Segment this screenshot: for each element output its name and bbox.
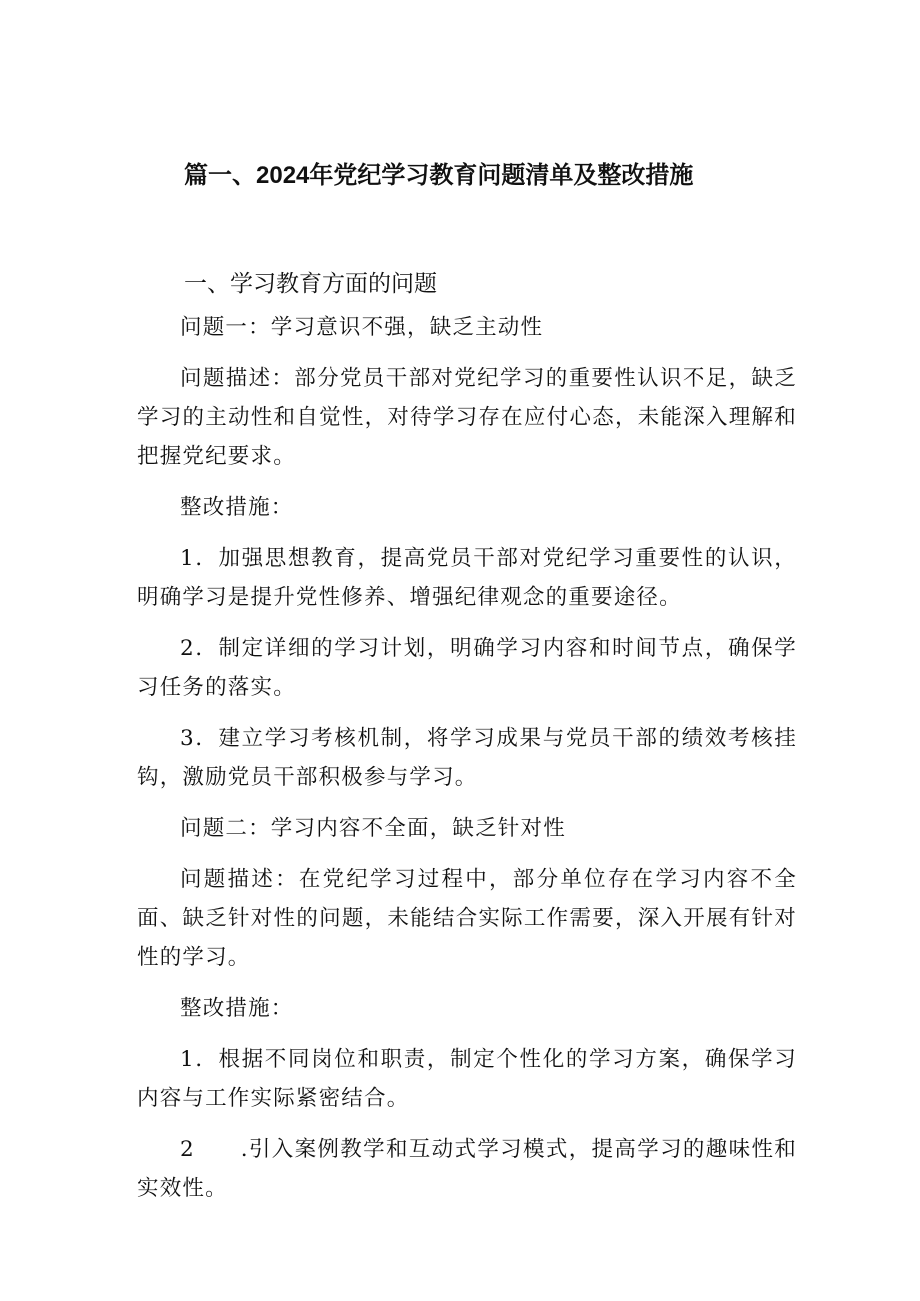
problem-one-description: 问题描述：部分党员干部对党纪学习的重要性认识不足，缺乏学习的主动性和自觉性，对待学习存在应付心态，未能深入理解和把握党纪要求。 (137, 366, 797, 469)
problem-one-measure-2: 2．制定详细的学习计划，明确学习内容和时间节点，确保学习任务的落实。 (137, 636, 797, 700)
section-heading: 一、学习教育方面的问题 (184, 270, 437, 296)
problem-one-title: 问题一：学习意识不强，缺乏主动性 (180, 315, 544, 340)
problem-two-description: 问题描述：在党纪学习过程中，部分单位存在学习内容不全面、缺乏针对性的问题，未能结合实际工作需要，深入开展有针对性的学习。 (137, 867, 797, 970)
document-title: 篇一、2024年党纪学习教育问题清单及整改措施 (184, 162, 694, 189)
problem-one-measure-1: 1．加强思想教育，提高党员干部对党纪学习重要性的认识，明确学习是提升党性修养、增强纪律观念的重要途径。 (137, 546, 797, 610)
problem-two-measures-label: 整改措施： (180, 996, 294, 1021)
problem-one-measures-label: 整改措施： (180, 495, 294, 520)
document-body (137, 308, 797, 1208)
problem-one-measure-3: 3．建立学习考核机制，将学习成果与党员干部的绩效考核挂钩，激励党员干部积极参与学习。 (137, 726, 797, 790)
problem-two-measure-1: 1．根据不同岗位和职责，制定个性化的学习方案，确保学习内容与工作实际紧密结合。 (137, 1047, 797, 1111)
problem-two-title: 问题二：学习内容不全面，缺乏针对性 (180, 816, 566, 841)
problem-two-measure-2: 2 .引入案例教学和互动式学习模式，提高学习的趣味性和实效性。 (137, 1137, 797, 1201)
